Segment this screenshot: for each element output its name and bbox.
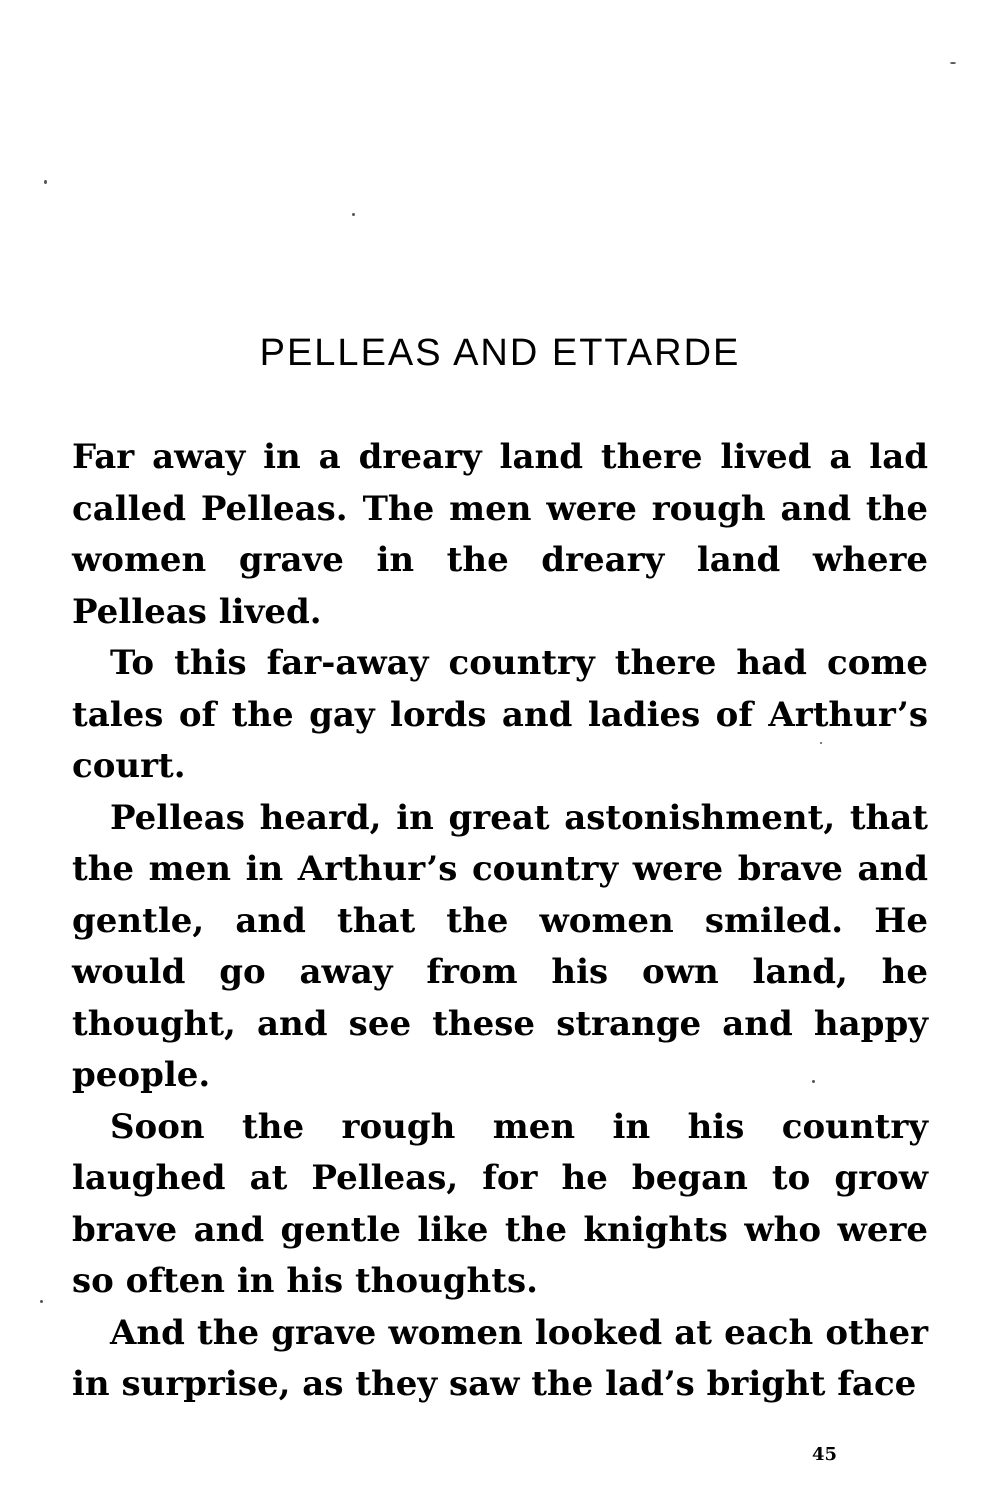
paragraph-1: Far away in a dreary land there lived a lad called Pelleas. The men were rough and the women grave in the dreary land where Pelleas lived. <box>72 437 928 632</box>
paragraph-5: And the grave women looked at each other in surprise, as they saw the lad’s bright face <box>72 1312 928 1404</box>
scan-speck <box>820 742 822 744</box>
scan-speck <box>950 62 956 64</box>
paragraph-4: Soon the rough men in his country laughed at Pelleas, for he began to grow brave and gentle like the knights who were so often in his thoughts. <box>72 1106 928 1301</box>
chapter-body <box>72 432 928 1411</box>
chapter-title: PELLEAS AND ETTARDE <box>259 332 741 374</box>
scan-speck <box>44 180 47 184</box>
scan-speck <box>40 1300 43 1303</box>
scan-speck <box>352 213 355 216</box>
paragraph-2: To this far-away country there had come tales of the gay lords and ladies of Arthur’s court. <box>72 643 928 786</box>
paragraph-3: Pelleas heard, in great astonishment, that the men in Arthur’s country were brave and gentle, and that the women smiled. He would go away from his own land, he thought, and see these strange and happy people. <box>72 797 928 1095</box>
page-number: 45 <box>812 1444 838 1465</box>
scan-speck <box>812 1080 815 1083</box>
